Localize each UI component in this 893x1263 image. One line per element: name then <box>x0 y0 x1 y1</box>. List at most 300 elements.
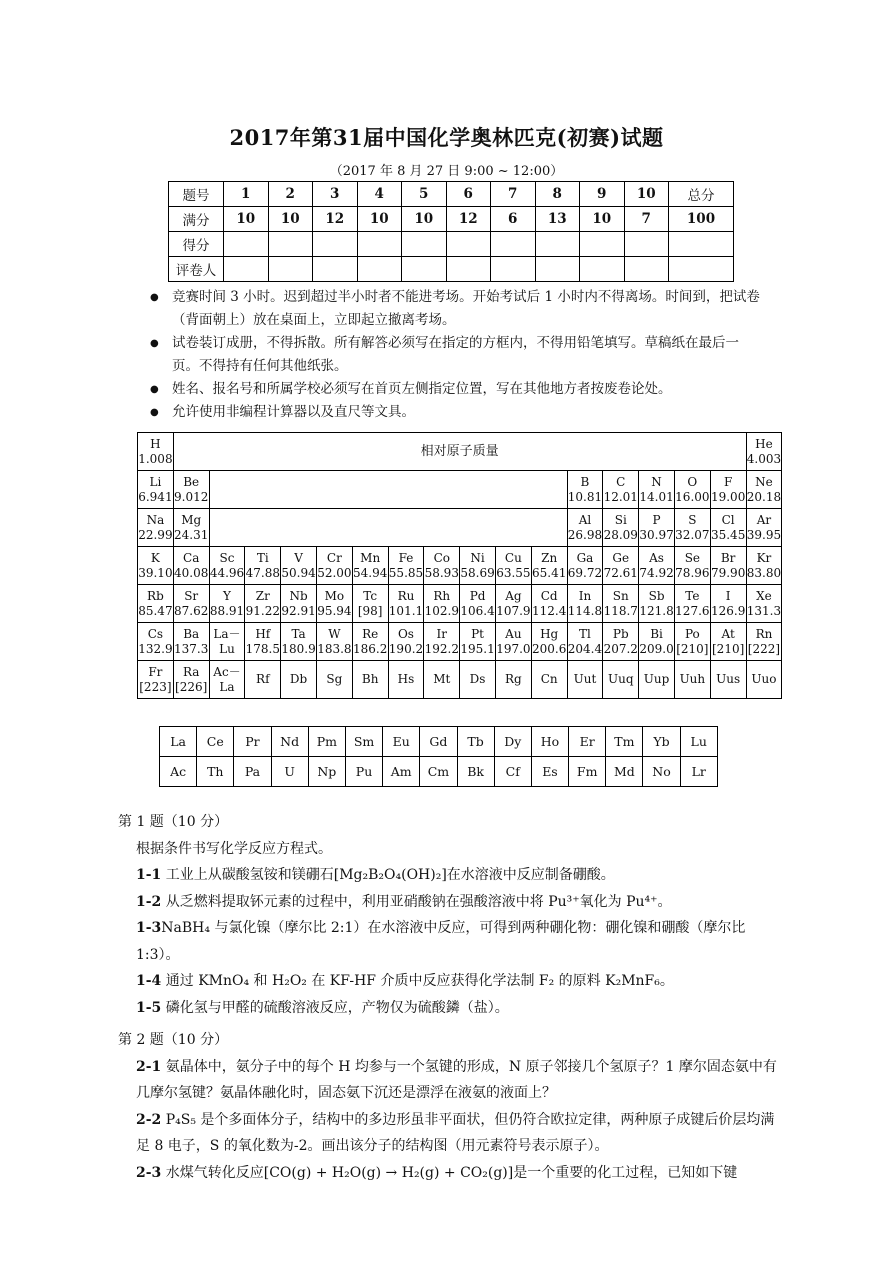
element-cell <box>531 661 567 699</box>
element-symbol: Yb <box>643 727 680 757</box>
score-row-label: 题号 <box>169 182 224 207</box>
element-cell <box>316 623 352 661</box>
element-mass: 197.0 <box>496 641 531 656</box>
element-symbol: Uus <box>716 672 741 686</box>
element-cell <box>138 661 174 699</box>
element-cell <box>531 585 567 623</box>
element-symbol: In <box>578 588 592 603</box>
bullet-icon: ● <box>150 384 159 395</box>
element-symbol: K <box>150 550 160 565</box>
element-cell <box>173 509 209 547</box>
element-cell <box>352 547 388 585</box>
element-mass: 39.10 <box>138 565 173 580</box>
element-mass: 32.07 <box>675 527 710 542</box>
element-symbol: Po <box>684 626 700 641</box>
element-cell <box>531 547 567 585</box>
element-mass: 65.41 <box>531 565 567 580</box>
score-table <box>168 181 734 282</box>
score-cell: 3 <box>313 182 358 207</box>
element-symbol: Na <box>146 512 165 527</box>
element-symbol: Eu <box>383 727 420 757</box>
element-mass: 10.81 <box>567 489 603 504</box>
score-cell: 10 <box>624 182 669 207</box>
element-cell <box>281 661 317 699</box>
pt-row <box>138 471 782 509</box>
element-cell <box>710 509 746 547</box>
question-item-text: 工业上从碳酸氢铵和镁硼石[Mg₂B₂O₄(OH)₂]在水溶液中反应制备硼酸。 <box>161 867 615 883</box>
element-mass: 55.85 <box>388 565 424 580</box>
element-mass: 79.90 <box>710 565 746 580</box>
element-mass: 78.96 <box>675 565 710 580</box>
element-mass: 54.94 <box>353 565 388 580</box>
element-symbol: At <box>721 626 735 641</box>
element-cell <box>674 471 710 509</box>
element-symbol: Au <box>505 626 522 641</box>
score-cell: 12 <box>446 207 491 232</box>
element-mass: 85.47 <box>138 603 173 618</box>
element-symbol: Pr <box>234 727 271 757</box>
element-cell <box>567 623 603 661</box>
element-cell <box>424 661 460 699</box>
element-cell <box>460 623 496 661</box>
element-symbol: Ar <box>756 512 772 527</box>
element-mass: 20.18 <box>746 489 782 504</box>
lanthanide-row <box>160 727 718 757</box>
score-cell <box>313 232 358 257</box>
element-cell <box>495 547 531 585</box>
element-cell <box>138 509 174 547</box>
element-symbol: Tm <box>606 727 643 757</box>
element-mass: 6.941 <box>138 489 173 504</box>
element-symbol: Ac－ <box>213 664 241 679</box>
element-symbol: Br <box>720 550 736 565</box>
element-symbol: Tl <box>579 626 591 641</box>
element-cell <box>710 623 746 661</box>
lanthanide-actinide-table <box>159 726 718 787</box>
rule-item <box>150 378 760 401</box>
element-symbol: Kr <box>756 550 772 565</box>
element-cell <box>567 509 603 547</box>
element-symbol: Mg <box>181 512 202 527</box>
element-symbol: S <box>688 512 697 527</box>
bullet-icon: ● <box>150 338 159 349</box>
element-symbol: Dy <box>494 727 531 757</box>
element-symbol: V <box>294 550 303 565</box>
element-mass: 101.1 <box>388 603 424 618</box>
score-cell <box>313 257 358 282</box>
element-symbol: Tc <box>363 588 378 603</box>
element-mass: 74.92 <box>639 565 674 580</box>
element-symbol: Gd <box>420 727 457 757</box>
question-item <box>118 968 778 995</box>
element-mass: 132.9 <box>138 641 173 656</box>
question-item-text: 磷化氢与甲醛的硫酸溶液反应，产物仅为硫酸鏻（盐）。 <box>161 999 509 1016</box>
element-mass: 91.22 <box>245 603 280 618</box>
score-cell: 10 <box>268 207 313 232</box>
score-cell: 10 <box>224 207 269 232</box>
score-row <box>169 232 734 257</box>
question-intro: 根据条件书写化学反应方程式。 <box>136 840 332 857</box>
question-item <box>118 1054 778 1107</box>
element-mass: 40.08 <box>174 565 209 580</box>
element-symbol: Ne <box>755 474 773 489</box>
element-mass: 195.1 <box>460 641 495 656</box>
question-item-number: 1-2 <box>136 893 162 910</box>
element-cell <box>173 623 209 661</box>
question-item-text: 水煤气转化反应[CO(g) + H₂O(g) → H₂(g) + CO₂(g)]是一个重要的化工过程，已知如下键 <box>161 1164 738 1181</box>
element-mass: 50.94 <box>281 565 316 580</box>
element-symbol: Li <box>149 474 162 489</box>
element-mass: 72.61 <box>603 565 638 580</box>
element-mass: 127.6 <box>675 603 710 618</box>
element-mass: [210] <box>676 641 709 656</box>
score-cell: 6 <box>446 182 491 207</box>
pt-label: 相对原子质量 <box>173 433 746 471</box>
element-symbol: Cd <box>540 588 558 603</box>
element-mass: 47.88 <box>245 565 280 580</box>
score-cell: 5 <box>402 182 447 207</box>
pt-row <box>138 509 782 547</box>
element-cell <box>209 623 245 661</box>
element-cell <box>531 623 567 661</box>
element-symbol: Be <box>183 474 200 489</box>
rule-item <box>150 286 760 332</box>
element-symbol: Pa <box>234 757 271 787</box>
element-symbol: Rf <box>256 672 270 686</box>
element-mass: 58.69 <box>460 565 495 580</box>
element-cell <box>281 547 317 585</box>
score-cell: 10 <box>402 207 447 232</box>
element-cell <box>567 471 603 509</box>
score-row <box>169 257 734 282</box>
element-symbol: Np <box>308 757 345 787</box>
bullet-icon: ● <box>150 407 159 418</box>
element-mass: 88.91 <box>209 603 245 618</box>
element-cell <box>173 547 209 585</box>
score-cell <box>268 257 313 282</box>
element-cell <box>245 585 281 623</box>
element-symbol: Pt <box>471 626 485 641</box>
element-mass: 180.9 <box>281 641 316 656</box>
element-symbol: Ti <box>256 550 269 565</box>
element-symbol: Cm <box>420 757 457 787</box>
question-item-text: P₄S₅ 是个多面体分子，结构中的多边形虽非平面状，但仍符合欧拉定律，两种原子成键后价层均满足 8 电子，S 的氧化数为-2。画出该分子的结构图（用元素符号表示原子）。 <box>136 1111 775 1154</box>
element-symbol: La <box>160 727 197 757</box>
element-mass: 83.80 <box>746 565 782 580</box>
question-item-number: 1-1 <box>136 867 162 883</box>
element-symbol: Uut <box>573 672 597 686</box>
element-symbol: Rh <box>433 588 451 603</box>
element-symbol: Os <box>397 626 414 641</box>
element-cell <box>173 585 209 623</box>
element-mass: [222] <box>747 641 781 656</box>
element-symbol: Hf <box>255 626 271 641</box>
element-cell <box>352 661 388 699</box>
element-symbol: O <box>687 474 698 489</box>
element-symbol: Hg <box>540 626 559 641</box>
score-cell: 6 <box>491 207 536 232</box>
element-symbol: Uuo <box>751 672 777 686</box>
element-mass: 190.2 <box>388 641 424 656</box>
element-cell <box>460 661 496 699</box>
element-symbol: Ni <box>470 550 485 565</box>
score-cell <box>535 257 580 282</box>
element-symbol: Uuh <box>679 672 706 686</box>
question-item <box>118 995 778 1022</box>
element-cell <box>674 585 710 623</box>
score-cell: 2 <box>268 182 313 207</box>
score-total-cell <box>669 257 734 282</box>
element-mass: 192.2 <box>424 641 459 656</box>
element-symbol: Tb <box>457 727 494 757</box>
element-symbol: Al <box>578 512 592 527</box>
element-symbol: Bk <box>457 757 494 787</box>
element-symbol: Ce <box>197 727 234 757</box>
element-symbol: He <box>755 436 773 451</box>
score-cell: 7 <box>491 182 536 207</box>
element-symbol: Fe <box>398 550 414 565</box>
element-mass: 39.95 <box>746 527 782 542</box>
question-item-text: 氨晶体中，氨分子中的每个 H 均参与一个氢键的形成，N 原子邻接几个氢原子？1 摩尔固态氨中有几摩尔氢键？氨晶体融化时，固态氨下沉还是漂浮在液氨的液面上？ <box>136 1058 777 1101</box>
element-mass: 9.012 <box>174 489 209 504</box>
element-symbol: Ta <box>291 626 306 641</box>
element-symbol: As <box>649 550 664 565</box>
element-cell <box>710 661 746 699</box>
score-cell <box>402 257 447 282</box>
question-item-text: NaBH₄ 与氯化镍（摩尔比 2:1）在水溶液中反应，可得到两种硼化物：硼化镍和硼酸（摩尔比 1:3）。 <box>136 920 746 963</box>
element-symbol: Sn <box>612 588 629 603</box>
element-cell <box>495 661 531 699</box>
element-symbol: Cl <box>721 512 735 527</box>
element-symbol: Pd <box>469 588 486 603</box>
element-symbol: Mn <box>360 550 381 565</box>
element-symbol: Cu <box>504 550 522 565</box>
score-cell <box>580 232 625 257</box>
element-cell <box>567 585 603 623</box>
pt-row <box>138 547 782 585</box>
element-mass: 178.5 <box>245 641 280 656</box>
element-symbol: Hs <box>397 672 415 686</box>
periodic-table <box>137 432 782 699</box>
element-cell <box>316 547 352 585</box>
question-item-number: 1-3 <box>136 920 162 936</box>
element-symbol: B <box>580 474 590 489</box>
element-symbol: Fm <box>569 757 606 787</box>
element-symbol: W <box>328 626 341 641</box>
element-symbol: Rn <box>755 626 773 641</box>
element-mass: 102.9 <box>424 603 459 618</box>
element-cell <box>710 585 746 623</box>
element-mass: 35.45 <box>710 527 746 542</box>
rule-text: 竞赛时间 3 小时。迟到超过半小时者不能进考场。开始考试后 1 小时内不得离场。时间到，把试卷（背面朝上）放在桌面上，立即起立撤离考场。 <box>172 289 760 328</box>
element-symbol: H <box>150 436 161 451</box>
element-symbol: Es <box>531 757 568 787</box>
element-symbol: Bi <box>650 626 663 641</box>
element-symbol: Re <box>362 626 379 641</box>
element-mass: 209.0 <box>639 641 674 656</box>
element-cell <box>316 661 352 699</box>
element-symbol: Ba <box>183 626 200 641</box>
bullet-icon: ● <box>150 292 159 303</box>
element-cell <box>209 585 245 623</box>
element-cell <box>603 471 639 509</box>
element-symbol: Am <box>383 757 420 787</box>
element-cell <box>746 623 782 661</box>
element-mass: La <box>219 679 235 694</box>
score-cell: 4 <box>357 182 402 207</box>
element-mass: 28.09 <box>603 527 638 542</box>
element-mass: 52.00 <box>317 565 352 580</box>
element-symbol: Db <box>289 672 308 686</box>
element-cell <box>495 585 531 623</box>
element-symbol: Ir <box>436 626 448 641</box>
element-symbol: Ga <box>576 550 594 565</box>
score-cell: 10 <box>580 207 625 232</box>
element-mass: 12.01 <box>603 489 638 504</box>
element-cell <box>639 547 675 585</box>
element-symbol: Cr <box>326 550 342 565</box>
element-symbol: No <box>643 757 680 787</box>
element-symbol: Ag <box>505 588 522 603</box>
element-mass: 22.99 <box>138 527 173 542</box>
question-item <box>118 889 778 916</box>
element-symbol: Zr <box>255 588 270 603</box>
element-mass: 114.8 <box>567 603 603 618</box>
element-cell <box>245 547 281 585</box>
element-symbol: Er <box>569 727 606 757</box>
element-symbol: Y <box>223 588 231 603</box>
element-cell <box>603 623 639 661</box>
element-mass: 14.01 <box>639 489 674 504</box>
actinide-row <box>160 757 718 787</box>
element-symbol: Sr <box>184 588 199 603</box>
element-cell <box>460 547 496 585</box>
element-cell <box>603 661 639 699</box>
score-cell <box>446 232 491 257</box>
pt-row <box>138 661 782 699</box>
element-mass: 118.7 <box>603 603 638 618</box>
question-item <box>118 862 778 889</box>
element-symbol: Mo <box>324 588 345 603</box>
element-mass: 24.31 <box>174 527 209 542</box>
question-heading: 第 2 题（10 分） <box>118 1032 229 1048</box>
element-cell <box>281 585 317 623</box>
pt-row <box>138 433 782 471</box>
score-cell <box>402 232 447 257</box>
element-cell <box>138 547 174 585</box>
element-mass: 207.2 <box>603 641 638 656</box>
element-symbol: Uuq <box>607 672 634 686</box>
element-mass: 87.62 <box>174 603 209 618</box>
element-symbol: Ho <box>531 727 568 757</box>
element-mass: 131.3 <box>746 603 782 618</box>
element-symbol: Ra <box>182 664 200 679</box>
element-symbol: Mt <box>433 672 451 686</box>
element-cell <box>281 623 317 661</box>
question-item-number: 1-4 <box>136 973 162 989</box>
element-symbol: Th <box>197 757 234 787</box>
pt-row <box>138 585 782 623</box>
element-symbol: Rg <box>505 672 522 686</box>
element-symbol: Md <box>606 757 643 787</box>
element-cell <box>460 585 496 623</box>
element-symbol: Lu <box>680 727 717 757</box>
element-cell <box>424 623 460 661</box>
score-total-cell <box>669 232 734 257</box>
element-symbol: U <box>271 757 308 787</box>
element-cell <box>173 661 209 699</box>
score-cell <box>357 257 402 282</box>
element-symbol: Nb <box>289 588 308 603</box>
element-mass: 200.6 <box>531 641 567 656</box>
element-cell <box>424 585 460 623</box>
element-symbol: Si <box>614 512 627 527</box>
element-cell <box>639 661 675 699</box>
element-mass: 92.91 <box>281 603 316 618</box>
element-symbol: Sg <box>326 672 343 686</box>
score-row <box>169 182 734 207</box>
element-mass: Lu <box>219 641 235 656</box>
pt-gap <box>209 471 567 509</box>
element-symbol: P <box>652 512 661 527</box>
element-cell <box>388 661 424 699</box>
element-cell <box>173 471 209 509</box>
score-cell: 8 <box>535 182 580 207</box>
question-item <box>118 1160 778 1187</box>
element-mass: 112.4 <box>531 603 567 618</box>
element-symbol: Bh <box>361 672 379 686</box>
element-symbol: Fr <box>148 664 163 679</box>
element-cell <box>746 661 782 699</box>
element-mass: [226] <box>175 679 208 694</box>
element-cell <box>138 585 174 623</box>
element-mass: 4.003 <box>746 451 782 466</box>
question-item-number: 2-1 <box>136 1058 162 1075</box>
question-2 <box>118 1027 778 1186</box>
element-mass: 183.8 <box>317 641 352 656</box>
element-symbol: Co <box>433 550 450 565</box>
element-mass: [223] <box>139 679 172 694</box>
element-symbol: Cf <box>494 757 531 787</box>
element-cell <box>138 433 174 471</box>
element-cell <box>138 471 174 509</box>
score-total-cell: 总分 <box>669 182 734 207</box>
score-cell: 7 <box>624 207 669 232</box>
element-mass: 63.55 <box>496 565 531 580</box>
element-cell <box>603 585 639 623</box>
score-cell <box>624 257 669 282</box>
question-item-text: 通过 KMnO₄ 和 H₂O₂ 在 KF-HF 介质中反应获得化学法制 F₂ 的原料 K₂MnF₆。 <box>161 973 674 989</box>
element-symbol: La－ <box>213 626 241 641</box>
element-cell <box>245 661 281 699</box>
element-cell <box>746 471 782 509</box>
exam-date: （2017 年 8 月 27 日 9:00 ~ 12:00） <box>329 164 564 179</box>
element-mass: 1.008 <box>138 451 173 466</box>
element-mass: [210] <box>712 641 745 656</box>
element-cell <box>495 623 531 661</box>
element-cell <box>674 661 710 699</box>
element-mass: 95.94 <box>317 603 352 618</box>
element-mass: [98] <box>357 603 383 618</box>
element-cell <box>674 509 710 547</box>
element-mass: 121.8 <box>639 603 674 618</box>
element-cell <box>209 547 245 585</box>
score-row-label: 得分 <box>169 232 224 257</box>
element-mass: 186.2 <box>353 641 388 656</box>
element-cell <box>746 509 782 547</box>
element-cell <box>352 585 388 623</box>
element-symbol: Cn <box>540 672 558 686</box>
